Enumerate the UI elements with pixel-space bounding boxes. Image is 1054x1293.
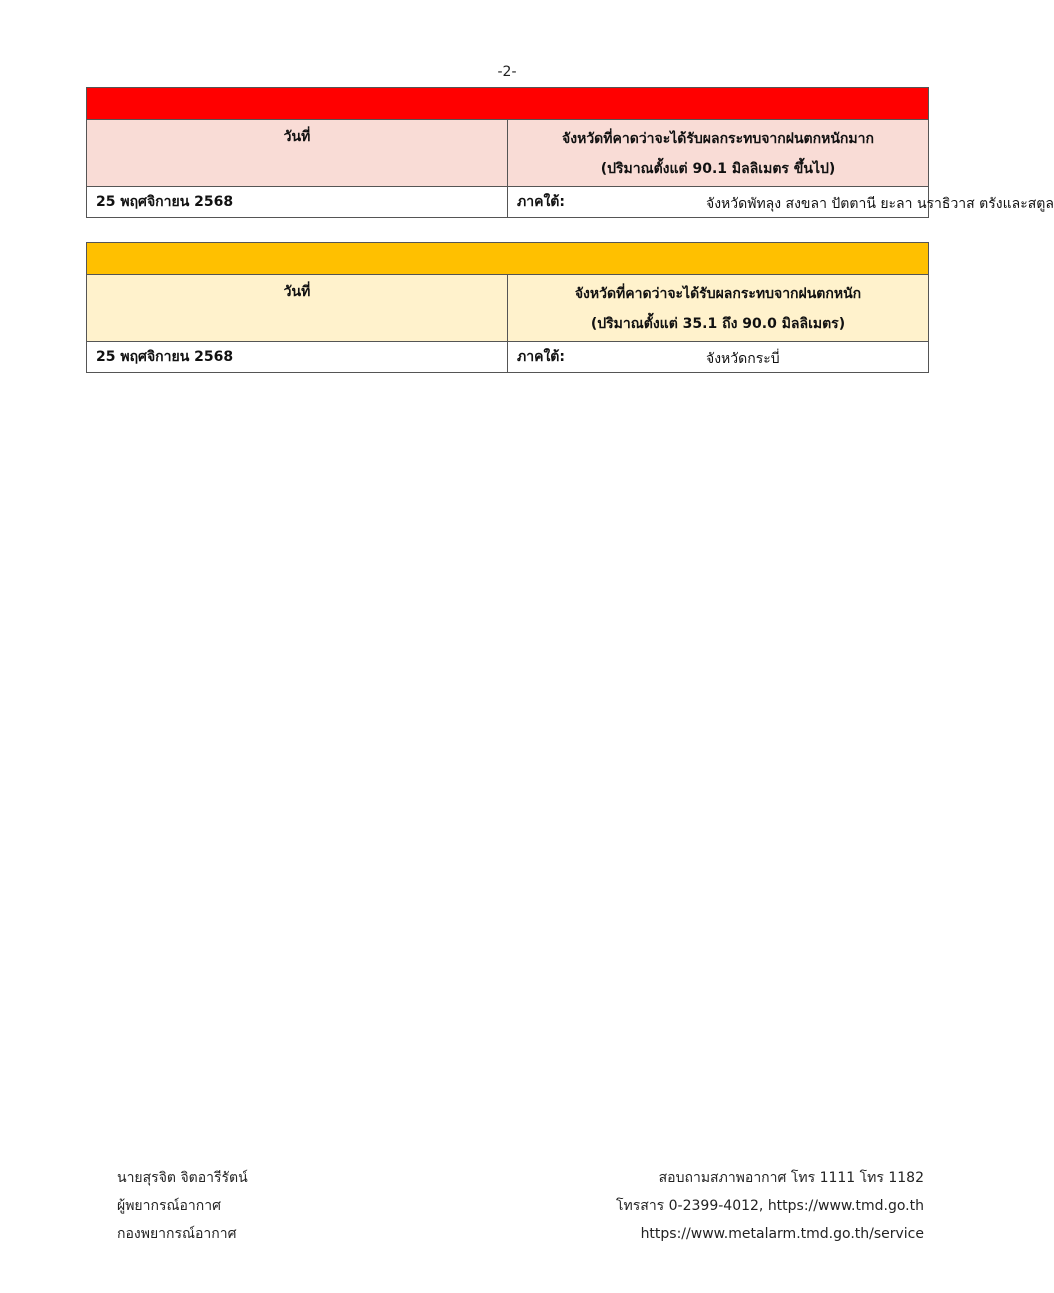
page-number: -2- xyxy=(497,64,517,80)
contact-phone: สอบถามสภาพอากาศ โทร 1111 โทร 1182 xyxy=(658,1170,924,1186)
forecaster-position: ผู้พยากรณ์อากาศ xyxy=(117,1198,221,1214)
contact-service-link[interactable]: https://www.metalarm.tmd.go.th/service xyxy=(640,1226,924,1242)
header-line-2: (ปริมาณตั้งแต่ 35.1 ถึง 90.0 มิลลิเมตร) xyxy=(590,315,846,332)
table-row xyxy=(87,342,929,373)
very-heavy-rain-table xyxy=(86,87,1054,218)
row-region: ภาคใต้: xyxy=(517,349,565,365)
header-line-1: จังหวัดที่คาดว่าจะได้รับผลกระทบจากฝนตกหนัก xyxy=(574,285,862,302)
heavy-rain-table xyxy=(86,242,929,373)
row-provinces: จังหวัดกระบี่ xyxy=(706,351,780,367)
orange-alert-band xyxy=(87,243,929,275)
table-header-date: วันที่ xyxy=(87,275,508,342)
red-alert-band xyxy=(87,88,929,120)
table-header-description xyxy=(508,275,929,342)
contact-info-block xyxy=(616,1164,924,1248)
table-header-description xyxy=(508,120,929,187)
row-date: 25 พฤศจิกายน 2568 xyxy=(87,187,508,218)
row-provinces: จังหวัดพัทลุง สงขลา ปัตตานี ยะลา นราธิวาส ตรังและสตูล xyxy=(706,196,1054,212)
row-region: ภาคใต้: xyxy=(517,194,565,210)
forecaster-division: กองพยากรณ์อากาศ xyxy=(117,1226,237,1242)
row-date: 25 พฤศจิกายน 2568 xyxy=(87,342,508,373)
table-row xyxy=(87,187,929,218)
header-line-1: จังหวัดที่คาดว่าจะได้รับผลกระทบจากฝนตกหนักมาก xyxy=(562,130,874,147)
forecaster-signature-block xyxy=(117,1164,248,1248)
header-line-2: (ปริมาณตั้งแต่ 90.1 มิลลิเมตร ขึ้นไป) xyxy=(600,160,836,177)
table-header-date: วันที่ xyxy=(87,120,508,187)
row-detail xyxy=(508,342,929,373)
row-detail xyxy=(508,187,1054,218)
contact-fax-website[interactable]: โทรสาร 0-2399-4012, https://www.tmd.go.th xyxy=(616,1198,924,1214)
forecaster-name: นายสุรจิต จิตอารีรัตน์ xyxy=(117,1170,248,1186)
